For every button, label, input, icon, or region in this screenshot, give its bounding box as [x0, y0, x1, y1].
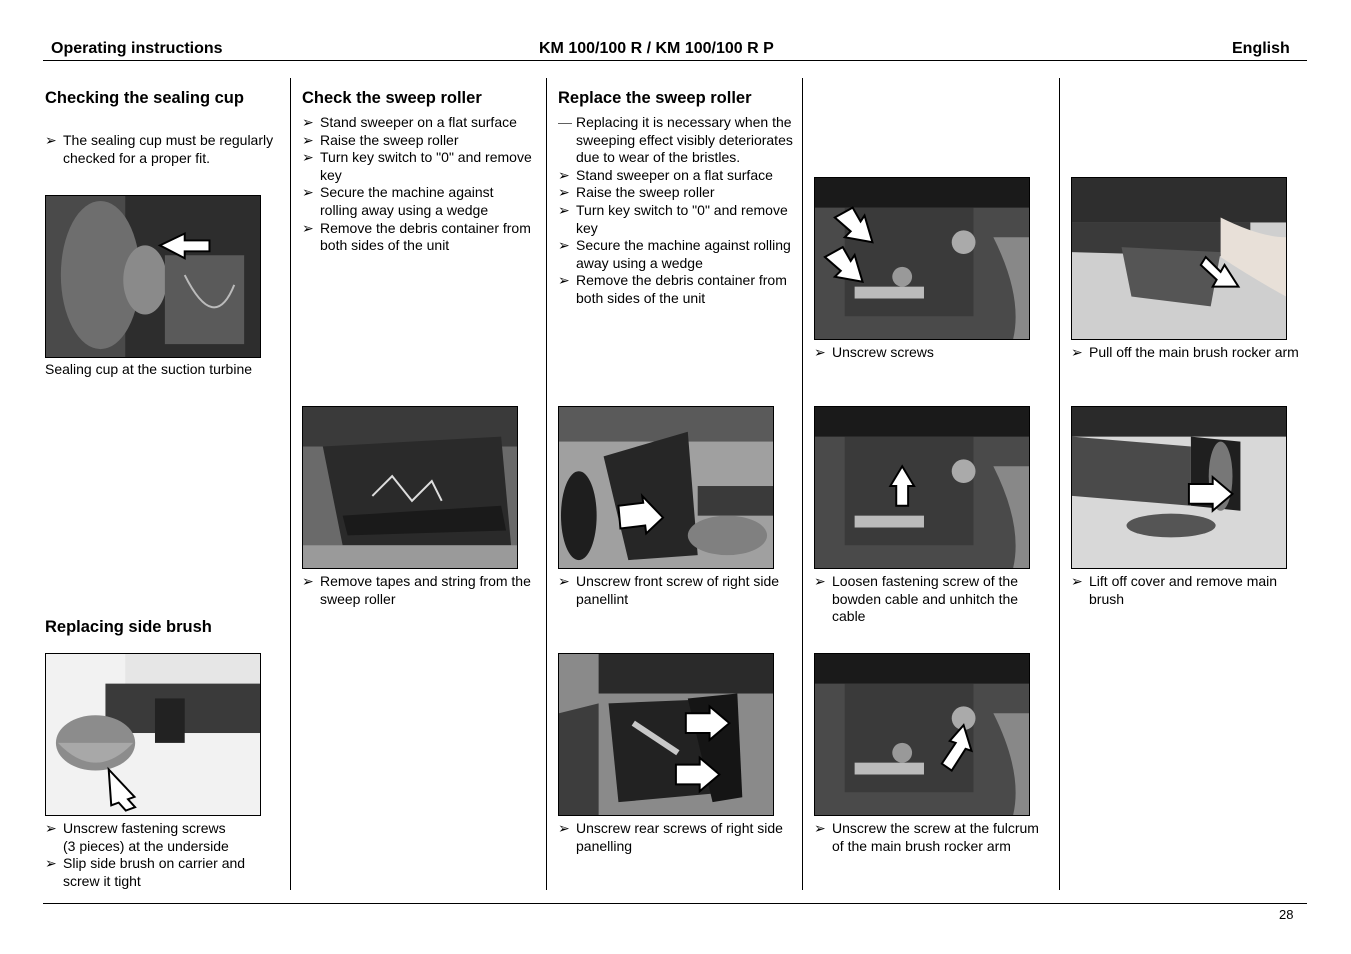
- bullet-arrow-icon: ➢: [1071, 573, 1083, 589]
- fulcrum-screw-caption: [814, 820, 1050, 855]
- photo-rear-screws: [558, 653, 774, 816]
- photo-bowden-cable: [814, 406, 1030, 569]
- list-item: ➢ Remove tapes and string from the sweep roller: [302, 573, 531, 607]
- section-title-check-roller: Check the sweep roller: [302, 89, 482, 107]
- list-item: ➢ Stand sweeper on a flat surface: [302, 114, 517, 130]
- photo-rocker-arm: [1071, 177, 1287, 340]
- section-title-side-brush: Replacing side brush: [45, 618, 212, 636]
- bullet-arrow-icon: ➢: [302, 114, 314, 130]
- list-item: ➢ Secure the machine against rolling away using a wedge: [302, 184, 494, 218]
- photo-sealing-cup: [45, 195, 261, 358]
- page-number: 28: [1279, 907, 1294, 922]
- header-rule: [43, 60, 1307, 61]
- unscrew-screws-caption: [814, 344, 1050, 362]
- section-title-sealing-cup: Checking the sealing cup: [45, 89, 244, 107]
- bowden-cable-caption: [814, 573, 1050, 626]
- bullet-arrow-icon: ➢: [558, 166, 570, 183]
- bullet-arrow-icon: ➢: [558, 272, 570, 289]
- bullet-arrow-icon: ➢: [814, 573, 826, 589]
- list-item: ➢ Turn key switch to "0" and remove key: [558, 201, 788, 236]
- list-item: ➢ Slip side brush on carrier and screw it tight: [45, 855, 246, 889]
- bullet-arrow-icon: ➢: [814, 820, 826, 836]
- header-right: English: [1232, 40, 1290, 57]
- list-item: ➢ Raise the sweep roller: [558, 184, 715, 201]
- list-item: ➢ The sealing cup must be regularly checked for a proper fit.: [45, 132, 274, 166]
- bullet-arrow-icon: ➢: [302, 219, 314, 236]
- list-item: ➢ Pull off the main brush rocker arm: [1071, 344, 1299, 360]
- check-roller-bullets: [302, 114, 534, 255]
- main-brush-caption: [1071, 573, 1301, 608]
- column-divider: [290, 78, 291, 890]
- rear-screws-caption: [558, 820, 794, 855]
- bullet-arrow-icon: ➢: [302, 573, 314, 589]
- section-title-replace-roller: Replace the sweep roller: [558, 89, 752, 107]
- list-item: ➢ Unscrew front screw of right side panellint: [558, 573, 780, 607]
- photo-fulcrum-screw: [814, 653, 1030, 816]
- photo-front-screw: [558, 406, 774, 569]
- list-item: ➢ Remove the debris container from both sides of the unit: [302, 219, 531, 254]
- bullet-arrow-icon: ➢: [302, 131, 314, 148]
- list-item: ➢ Turn key switch to "0" and remove key: [302, 149, 532, 183]
- bullet-arrow-icon: ➢: [45, 132, 57, 148]
- dash-icon: —: [558, 114, 572, 130]
- bullet-arrow-icon: ➢: [558, 184, 570, 201]
- list-item: ➢ Remove the debris container from both sides of the unit: [558, 272, 787, 306]
- bullet-arrow-icon: ➢: [558, 237, 570, 254]
- photo-side-brush: [45, 653, 261, 816]
- list-item: ➢ Unscrew screws: [814, 344, 934, 360]
- column-divider: [1059, 78, 1060, 890]
- column-divider: [546, 78, 547, 890]
- photo-sweep-roller-debris: [302, 406, 518, 569]
- bullet-arrow-icon: ➢: [45, 820, 57, 836]
- column-divider: [802, 78, 803, 890]
- photo-unscrew-screws: [814, 177, 1030, 340]
- bullet-arrow-icon: ➢: [302, 184, 314, 201]
- bullet-arrow-icon: ➢: [558, 820, 570, 836]
- front-screw-caption: [558, 573, 794, 608]
- list-item: ➢ Stand sweeper on a flat surface: [558, 166, 773, 183]
- list-item: ➢ Unscrew rear screws of right side panelling: [558, 820, 783, 854]
- list-item: ➢ Loosen fastening screw of the bowden cable and unhitch the cable: [814, 573, 1019, 625]
- side-brush-bullets: [45, 820, 285, 890]
- header-left: Operating instructions: [51, 40, 223, 57]
- photo-caption: Sealing cup at the suction turbine: [45, 361, 253, 377]
- sealing-cup-bullets: [45, 132, 285, 167]
- list-item: ➢ Unscrew fastening screws (3 pieces) at the underside: [45, 820, 229, 854]
- list-item: ➢ Lift off cover and remove main brush: [1071, 573, 1278, 607]
- bullet-arrow-icon: ➢: [558, 573, 570, 589]
- photo-main-brush: [1071, 406, 1287, 569]
- bullet-arrow-icon: ➢: [1071, 344, 1083, 360]
- list-item: ➢ Unscrew the screw at the fulcrum of the main brush rocker arm: [814, 820, 1039, 854]
- check-roller-photo-caption: [302, 573, 534, 608]
- footer-rule: [43, 903, 1307, 904]
- replace-roller-bullets: [558, 114, 794, 308]
- rocker-arm-caption: [1071, 344, 1301, 362]
- bullet-arrow-icon: ➢: [558, 201, 570, 218]
- list-item: ➢ Secure the machine against rolling away using a wedge: [558, 237, 791, 271]
- bullet-arrow-icon: ➢: [45, 855, 57, 872]
- bullet-arrow-icon: ➢: [814, 344, 826, 360]
- list-item: — Replacing it is necessary when the sweeping effect visibly deteriorates due to wear of the bristles.: [558, 114, 793, 166]
- list-item: ➢ Raise the sweep roller: [302, 131, 459, 148]
- bullet-arrow-icon: ➢: [302, 149, 314, 166]
- header-center: KM 100/100 R / KM 100/100 R P: [539, 40, 774, 57]
